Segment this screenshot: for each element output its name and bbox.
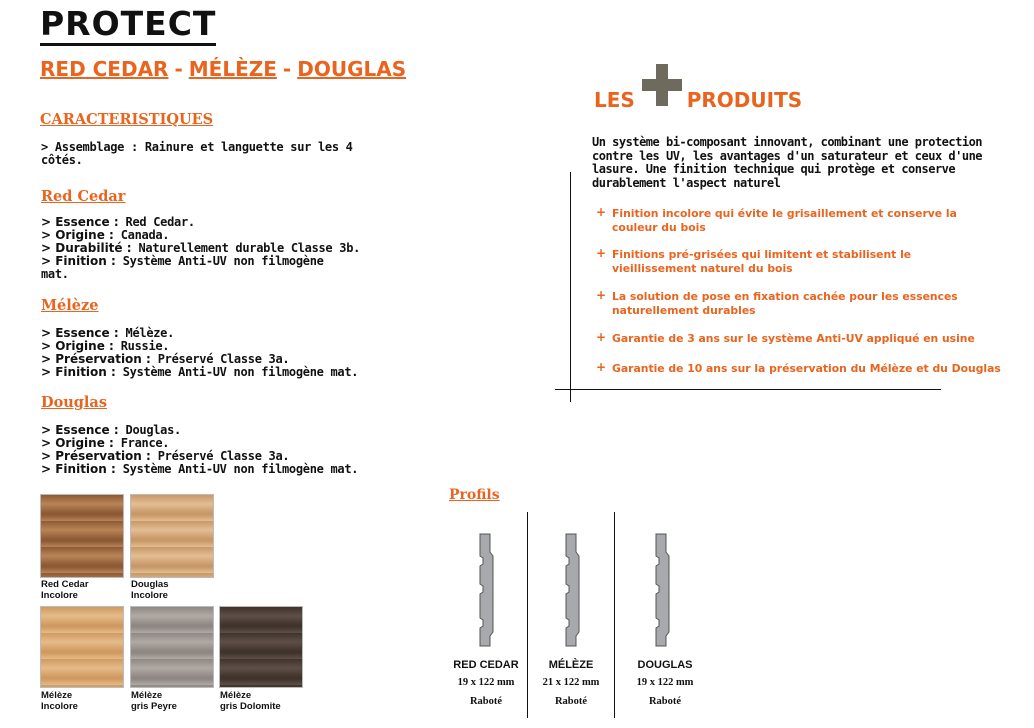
plus-bullet-icon: + — [596, 246, 607, 260]
assembly-text — [41, 141, 353, 167]
swatch-label-line: Incolore — [41, 589, 78, 601]
profile-shape-red-cedar — [466, 532, 506, 648]
intro-line: lasure. Une finition technique qui protège et conserve — [592, 162, 956, 176]
profile-name: DOUGLAS — [637, 659, 693, 671]
advantage-line: La solution de pose en fixation cachée pour les essences — [612, 290, 958, 303]
profile-size: 19 x 122 mm — [636, 677, 694, 688]
profiles-heading: Profils — [449, 487, 500, 503]
advantage-line: Garantie de 10 ans sur la préservation du Mélèze et du Douglas — [612, 361, 1001, 375]
frame-vertical-line — [570, 172, 571, 402]
profile-finish: Raboté — [469, 696, 503, 707]
species-subtitle — [40, 57, 406, 81]
detail-label: > Essence : — [41, 423, 119, 437]
detail-label: > Origine : — [41, 436, 114, 450]
detail-value: Canada. — [113, 228, 170, 242]
assembly-line: > Assemblage : Rainure et languette sur les 4 — [41, 140, 353, 154]
detail-value: Préservé Classe 3a. — [150, 449, 290, 463]
detail-label: > Durabilité : — [41, 241, 132, 255]
detail-value: Préservé Classe 3a. — [150, 352, 290, 366]
frame-horizontal-line — [555, 389, 941, 390]
profile-name: RED CEDAR — [453, 659, 519, 671]
swatch-label-line: Red Cedar — [41, 579, 89, 590]
detail-value: Naturellement durable Classe 3b. — [131, 241, 361, 255]
detail-label: > Essence : — [41, 326, 119, 340]
plus-bullet-icon: + — [596, 359, 607, 374]
advantage-item — [596, 248, 996, 275]
profile-shape-douglas — [642, 532, 682, 648]
swatch-label-line: Incolore — [41, 700, 78, 712]
detail-value: Red Cedar. — [118, 215, 195, 229]
detail-label: > Essence : — [41, 215, 119, 229]
detail-label: > Origine : — [41, 339, 114, 353]
swatch-label-line: gris Peyre — [131, 700, 177, 712]
characteristics-heading: CARACTERISTIQUES — [40, 111, 214, 128]
swatch-label — [41, 691, 78, 712]
species-red-cedar: RED CEDAR — [40, 57, 169, 81]
wood-swatch-meleze-gris-peyre — [130, 606, 214, 688]
advantages-list — [596, 205, 1001, 375]
profile-size: 21 x 122 mm — [542, 677, 600, 688]
detail-label: > Finition : — [41, 365, 116, 379]
detail-value: France. — [113, 436, 170, 450]
detail-value: Mélèze. — [118, 326, 175, 340]
intro-line: contre les UV, les avantages d'un saturateur et ceux d'une — [592, 148, 983, 163]
swatch-label-line: Douglas — [131, 579, 169, 590]
advantages-title-right: PRODUITS — [686, 88, 803, 112]
page-title: PROTECT — [40, 6, 216, 46]
detail-label: > Préservation : — [41, 352, 151, 366]
detail-line — [41, 255, 360, 268]
detail-label: > Origine : — [41, 228, 114, 242]
advantages-intro — [592, 136, 1012, 190]
swatch-label-line: gris Dolomite — [220, 700, 281, 712]
swatch-label-line: Mélèze — [131, 690, 163, 701]
meleze-details — [41, 327, 358, 379]
advantages-title-left: LES — [594, 88, 635, 112]
plus-bullet-icon: + — [596, 288, 607, 302]
profile-info-meleze — [526, 659, 616, 707]
plus-bullet-icon: + — [596, 330, 607, 344]
advantage-line: couleur du bois — [612, 220, 706, 234]
profile-name: MÉLÈZE — [548, 659, 594, 671]
detail-value: Douglas. — [118, 423, 181, 437]
intro-line: durablement l'aspect naturel — [592, 175, 781, 190]
wood-swatch-meleze-gris-dolomite — [219, 606, 303, 688]
advantage-line: Finition incolore qui évite le grisaillement et conserve la — [612, 207, 957, 220]
species-meleze: MÉLÈZE — [188, 57, 277, 81]
swatch-label — [131, 691, 177, 712]
profile-size: 19 x 122 mm — [457, 677, 515, 688]
profile-info-douglas — [620, 659, 710, 707]
assembly-line: côtés. — [41, 153, 83, 167]
advantage-item — [596, 359, 1001, 376]
meleze-heading: Mélèze — [41, 297, 99, 314]
plus-bullet-icon: + — [596, 205, 607, 219]
swatch-label-line: Mélèze — [220, 690, 252, 701]
intro-line: Un système bi-composant innovant, combinant une protection — [592, 135, 983, 149]
detail-label: > Préservation : — [41, 449, 151, 463]
detail-value: Système Anti-UV non filmogène — [115, 254, 324, 268]
wood-swatch-douglas-incolore — [130, 494, 214, 578]
swatch-label — [41, 580, 89, 601]
profile-shape-meleze — [552, 532, 592, 648]
douglas-heading: Douglas — [41, 394, 107, 411]
advantage-item — [596, 290, 996, 317]
species-douglas: DOUGLAS — [297, 57, 407, 81]
swatch-label-line: Incolore — [131, 589, 168, 601]
swatch-label-line: Mélèze — [41, 690, 73, 701]
wood-swatch-meleze-incolore — [40, 606, 124, 688]
advantage-line: naturellement durables — [612, 303, 756, 317]
swatch-label — [220, 691, 281, 712]
advantage-line: vieillissement naturel du bois — [612, 261, 793, 275]
detail-label: > Finition : — [41, 462, 116, 476]
detail-line — [41, 463, 358, 476]
advantages-title — [594, 88, 802, 112]
detail-value: Russie. — [113, 339, 170, 353]
douglas-details — [41, 424, 358, 476]
detail-wrap: mat. — [41, 267, 69, 281]
wood-swatch-red-cedar-incolore — [40, 494, 124, 578]
advantage-line: Finitions pré-grisées qui limitent et stabilisent le — [612, 248, 912, 261]
detail-label: > Finition : — [41, 254, 116, 268]
profile-finish: Raboté — [554, 696, 588, 707]
profile-finish: Raboté — [648, 696, 682, 707]
advantage-line: Garantie de 3 ans sur le système Anti-UV appliqué en usine — [612, 332, 975, 345]
red-cedar-heading: Red Cedar — [41, 188, 126, 205]
detail-value: Système Anti-UV non filmogène mat. — [115, 365, 359, 379]
advantage-item — [596, 207, 996, 234]
profile-info-red-cedar — [441, 659, 531, 707]
detail-value: Système Anti-UV non filmogène mat. — [115, 462, 359, 476]
swatch-label — [131, 580, 168, 601]
advantage-item — [596, 332, 996, 346]
species-separator: - — [282, 57, 292, 81]
red-cedar-details — [41, 216, 360, 281]
detail-line — [41, 366, 358, 379]
species-separator: - — [174, 57, 183, 81]
